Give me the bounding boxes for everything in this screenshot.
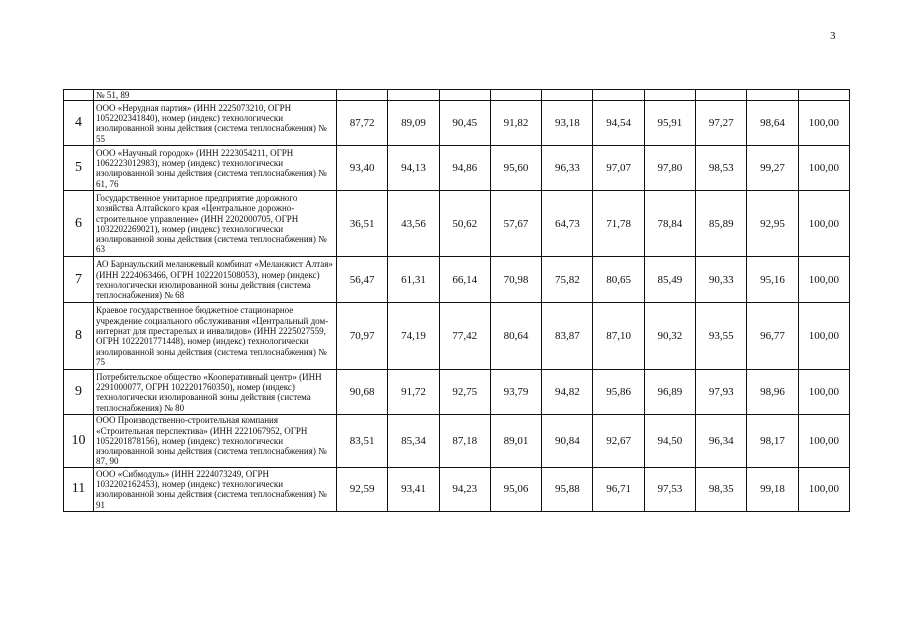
value-cell: 100,00 — [798, 370, 849, 415]
value-cell: 93,41 — [388, 467, 439, 511]
value-cell: 95,91 — [644, 101, 695, 146]
page-number: 3 — [830, 30, 836, 42]
value-cell: 77,42 — [439, 303, 490, 370]
value-cell — [593, 90, 644, 101]
row-number: 8 — [64, 303, 94, 370]
value-cell: 95,16 — [747, 257, 798, 303]
organization-description: ООО Производственно-строительная компания «Строительная перспектива» (ИНН 2221067952, ОГРН 1052201878156), номер (индекс) технологически изолированной зоны действия (система теплоснабжения) № 87, 90 — [94, 415, 337, 467]
value-cell: 94,86 — [439, 146, 490, 191]
value-cell: 95,60 — [490, 146, 541, 191]
row-number: 4 — [64, 101, 94, 146]
value-cell: 94,82 — [542, 370, 593, 415]
value-cell: 92,75 — [439, 370, 490, 415]
value-cell — [490, 90, 541, 101]
value-cell: 98,53 — [696, 146, 747, 191]
value-cell: 100,00 — [798, 101, 849, 146]
value-cell: 64,73 — [542, 191, 593, 257]
value-cell: 100,00 — [798, 191, 849, 257]
table-row — [64, 370, 850, 415]
organization-description: ООО «Научный городок» (ИНН 2223054211, ОГРН 1062223012983), номер (индекс) технологически изолированной зоны действия (система теплоснабжения) № 61, 76 — [94, 146, 337, 191]
value-cell: 70,98 — [490, 257, 541, 303]
value-cell — [644, 90, 695, 101]
value-cell: 95,88 — [542, 467, 593, 511]
value-cell: 85,89 — [696, 191, 747, 257]
value-cell — [388, 90, 439, 101]
value-cell: 98,64 — [747, 101, 798, 146]
value-cell: 70,97 — [337, 303, 388, 370]
value-cell: 96,77 — [747, 303, 798, 370]
value-cell: 85,34 — [388, 415, 439, 467]
table-row — [64, 415, 850, 467]
value-cell: 95,06 — [490, 467, 541, 511]
value-cell — [439, 90, 490, 101]
organization-description: АО Барнаульский меланжевый комбинат «Меланжист Алтая» (ИНН 2224063466, ОГРН 1022201508053), номер (индекс) технологически изолированной зоны действия (система теплоснабжения) № 68 — [94, 257, 337, 303]
table-row — [64, 191, 850, 257]
value-cell: 89,09 — [388, 101, 439, 146]
value-cell: 100,00 — [798, 467, 849, 511]
value-cell: 97,80 — [644, 146, 695, 191]
value-cell: 99,27 — [747, 146, 798, 191]
value-cell: 78,84 — [644, 191, 695, 257]
value-cell — [542, 90, 593, 101]
value-cell: 97,53 — [644, 467, 695, 511]
value-cell: 97,07 — [593, 146, 644, 191]
value-cell: 90,84 — [542, 415, 593, 467]
value-cell: 66,14 — [439, 257, 490, 303]
value-cell: 98,17 — [747, 415, 798, 467]
value-cell: 94,13 — [388, 146, 439, 191]
table-row — [64, 467, 850, 511]
row-number: 9 — [64, 370, 94, 415]
value-cell: 99,18 — [747, 467, 798, 511]
value-cell: 90,68 — [337, 370, 388, 415]
organization-description: Государственное унитарное предприятие дорожного хозяйства Алтайского края «Центральное дорожно-строительное управление» (ИНН 2202000705, ОГРН 1032202269021), номер (индекс) технологически изолированной зоны действия (система теплоснабжения) № 63 — [94, 191, 337, 257]
value-cell — [747, 90, 798, 101]
value-cell: 98,35 — [696, 467, 747, 511]
value-cell: 50,62 — [439, 191, 490, 257]
value-cell: 92,59 — [337, 467, 388, 511]
value-cell: 57,67 — [490, 191, 541, 257]
organization-description: ООО «Нерудная партия» (ИНН 2225073210, ОГРН 1052202341840), номер (индекс) технологически изолированной зоны действия (система теплоснабжения) № 55 — [94, 101, 337, 146]
value-cell: 90,33 — [696, 257, 747, 303]
value-cell: 92,95 — [747, 191, 798, 257]
value-cell: 36,51 — [337, 191, 388, 257]
value-cell: 100,00 — [798, 415, 849, 467]
value-cell: 92,67 — [593, 415, 644, 467]
value-cell: 96,33 — [542, 146, 593, 191]
value-cell: 93,55 — [696, 303, 747, 370]
row-number — [64, 90, 94, 101]
row-number: 10 — [64, 415, 94, 467]
value-cell: 91,72 — [388, 370, 439, 415]
organization-description: ООО «Сибмодуль» (ИНН 2224073249, ОГРН 1032202162453), номер (индекс) технологически изолированной зоны действия (система теплоснабжения) № 91 — [94, 467, 337, 511]
value-cell: 80,64 — [490, 303, 541, 370]
organization-description: Потребительское общество «Кооперативный центр» (ИНН 2291000077, ОГРН 1022201760350), номер (индекс) технологически изолированной зоны действия (система теплоснабжения) № 80 — [94, 370, 337, 415]
value-cell — [798, 90, 849, 101]
organization-description: Краевое государственное бюджетное стационарное учреждение социального обслуживания «Центральный дом-интернат для престарелых и инвалидов» (ИНН 2225027559, ОГРН 1022201771448), номер (индекс) технологически изолированной зоны действия (система теплоснабжения) № 75 — [94, 303, 337, 370]
value-cell: 80,65 — [593, 257, 644, 303]
table-row — [64, 303, 850, 370]
table-row — [64, 146, 850, 191]
value-cell: 87,18 — [439, 415, 490, 467]
organization-description: № 51, 89 — [94, 90, 337, 101]
value-cell: 96,71 — [593, 467, 644, 511]
row-number: 5 — [64, 146, 94, 191]
value-cell: 87,72 — [337, 101, 388, 146]
value-cell: 97,27 — [696, 101, 747, 146]
value-cell: 90,32 — [644, 303, 695, 370]
value-cell: 91,82 — [490, 101, 541, 146]
value-cell: 100,00 — [798, 303, 849, 370]
row-number: 6 — [64, 191, 94, 257]
value-cell: 85,49 — [644, 257, 695, 303]
value-cell: 90,45 — [439, 101, 490, 146]
table-row — [64, 90, 850, 101]
value-cell: 95,86 — [593, 370, 644, 415]
value-cell: 96,34 — [696, 415, 747, 467]
value-cell: 93,40 — [337, 146, 388, 191]
value-cell — [696, 90, 747, 101]
table-body — [64, 90, 850, 512]
value-cell: 94,50 — [644, 415, 695, 467]
table-row — [64, 101, 850, 146]
value-cell: 93,18 — [542, 101, 593, 146]
value-cell: 93,79 — [490, 370, 541, 415]
value-cell — [337, 90, 388, 101]
value-cell: 98,96 — [747, 370, 798, 415]
tariff-table — [63, 89, 850, 512]
value-cell: 89,01 — [490, 415, 541, 467]
value-cell: 87,10 — [593, 303, 644, 370]
value-cell: 97,93 — [696, 370, 747, 415]
value-cell: 75,82 — [542, 257, 593, 303]
value-cell: 43,56 — [388, 191, 439, 257]
value-cell: 83,87 — [542, 303, 593, 370]
row-number: 11 — [64, 467, 94, 511]
value-cell: 96,89 — [644, 370, 695, 415]
value-cell: 100,00 — [798, 257, 849, 303]
value-cell: 74,19 — [388, 303, 439, 370]
value-cell: 83,51 — [337, 415, 388, 467]
table-row — [64, 257, 850, 303]
value-cell: 94,23 — [439, 467, 490, 511]
value-cell: 56,47 — [337, 257, 388, 303]
value-cell: 100,00 — [798, 146, 849, 191]
row-number: 7 — [64, 257, 94, 303]
value-cell: 94,54 — [593, 101, 644, 146]
value-cell: 61,31 — [388, 257, 439, 303]
value-cell: 71,78 — [593, 191, 644, 257]
